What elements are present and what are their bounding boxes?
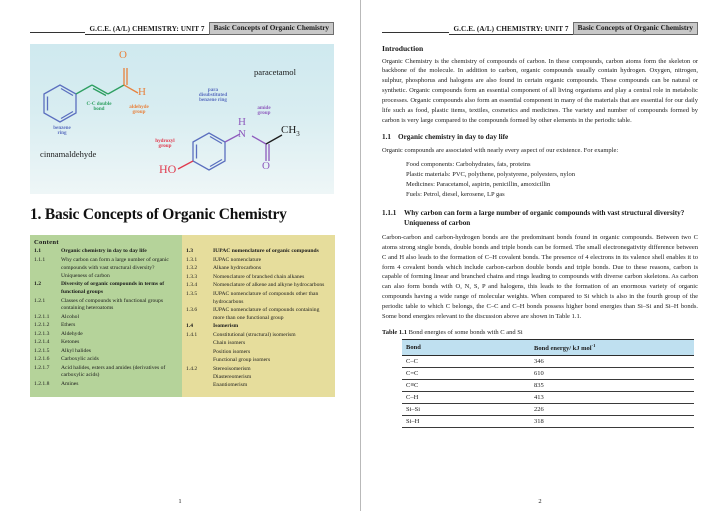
content-item-label: Nomenclature of branched chain alkanes	[213, 273, 305, 280]
example-item: Food components: Carbohydrates, fats, proteins	[406, 160, 531, 168]
content-item-label: IUPAC nomenclature of compounds other than hydrocarbons	[213, 290, 319, 305]
introduction-paragraph: Organic Chemistry is the chemistry of compounds of carbon. In these compounds, carbon atoms form the skeleton or backbone of the molecule. In addition to carbon, organic compounds usually contain hydrogen. Oxygen, nitrogen, sulphur, phosphorus and halogens are also found in certain organic compounds. These compounds can be natural or synthetic. Organic compounds form an essential component of all living organisms and play a central role in metabolic processes. Organic compounds also form an essential component in many of the materials that are essential for our daily life such as food, plastic items, textiles, cosmetics and medicines. The variety and number of compounds formed by carbon is very large compared to the compounds formed by other elements in the periodic table.	[382, 57, 698, 124]
content-item-number: 1.2.1.1	[34, 313, 50, 320]
content-item[interactable]	[186, 248, 331, 256]
content-item[interactable]	[186, 366, 331, 374]
bond-energy-cell: 346	[530, 356, 694, 368]
table-row	[402, 368, 694, 380]
benzene-ring-right-icon	[193, 133, 225, 170]
table-row	[402, 380, 694, 392]
content-item-number: 1.2.1.2	[34, 322, 50, 329]
atom-h-amide: H	[238, 115, 246, 128]
label-hydroxyl-group: hydroxyl group	[155, 137, 175, 149]
content-item-number: 1.1.1	[34, 256, 46, 263]
section-1-1-1-paragraph: Carbon-carbon and carbon-hydrogen bonds are the predominant bonds found in organic compounds. Between two C atoms strong single bonds, double bonds and triple bonds can be formed. The small electronegativity difference between C and H also leads to the formation of C–H covalent bonds. The presence of 4 electrons in its valence shell enables it to form 4 covalent bonds which include carbon-carbon double bonds and triple bonds. Due to these reasons, carbon is capable of forming linear and branched chains and rings leading to compounds with diverse carbon skeletons. As carbon can also form bonds with O, N, S, P and halogens, this leads to the formation of an enormous variety of organic compounds having a wide range of molecular weights. When compared to Si which is also in the fourth group of the periodic table to which C belongs, the C–C and C–H bonds possess higher bond energies than Si–Si and Si–H bonds. Some bond energies relevant to the discussion above are shown in Table 1.1.	[382, 233, 698, 320]
label-para-disubstituted: para disubstituted benzene ring	[198, 86, 228, 104]
content-item[interactable]	[186, 282, 331, 290]
content-item[interactable]	[186, 265, 331, 273]
content-item[interactable]	[34, 365, 178, 381]
content-item-number: 1.2.1.3	[34, 330, 50, 337]
bond-table-header-bond: Bond	[402, 339, 530, 355]
introduction-heading: Introduction	[382, 43, 424, 53]
content-item[interactable]	[186, 349, 331, 357]
content-item-label: Acid halides, esters and amides (derivatives of carboxylic acids)	[61, 364, 166, 379]
content-item-label: Constitutional (structural) isomerism	[213, 331, 296, 338]
content-heading: Content	[34, 238, 59, 246]
content-item-label: IUPAC nomenclature	[213, 256, 262, 263]
atom-n-amide: N	[238, 127, 246, 140]
content-item-number: 1.2	[34, 281, 41, 288]
content-item[interactable]	[34, 281, 178, 297]
label-cc-double-bond: C-C double bond	[86, 100, 112, 112]
example-item: Medicines: Paracetamol, aspirin, penicillin, amoxicillin	[406, 180, 551, 188]
content-item-label: Why carbon can form a large number of organic compounds with vast structural diversity? Uniqueness of carbon	[61, 256, 169, 279]
hydroxyl-bond-icon	[178, 161, 193, 169]
bond-table-header-energy	[530, 339, 694, 355]
content-item-label: IUPAC nomenclature of organic compounds	[213, 248, 319, 255]
content-item[interactable]	[186, 332, 331, 340]
content-item-label: Stereoisomerism	[213, 365, 251, 372]
running-head-chip: Basic Concepts of Organic Chemistry	[209, 22, 334, 35]
table-row	[402, 392, 694, 404]
label-aldehyde-group: aldehyde group	[129, 103, 149, 115]
content-item[interactable]	[186, 357, 331, 365]
example-item: Fuels: Petrol, diesel, kerosene, LP gas	[406, 190, 505, 198]
content-item[interactable]	[186, 374, 331, 382]
bond-energy-header-text: Bond energy/ kJ mol	[534, 345, 592, 352]
content-item-label: Aldehyde	[61, 330, 83, 337]
content-item-label: Ethers	[61, 322, 76, 329]
content-item-label: Diversity of organic compounds in terms of functional groups	[61, 281, 165, 296]
content-item[interactable]	[186, 340, 331, 348]
examples-list	[382, 160, 698, 200]
molecule-name-paracetamol: paracetamol	[254, 66, 296, 77]
section-1-1-number: 1.1	[382, 132, 391, 141]
content-item-number: 1.4	[186, 323, 193, 330]
bond-energy-header-sup: -1	[591, 342, 596, 348]
bond-table-head	[402, 339, 694, 355]
table-caption-text: Bond energies of some bonds with C and Si	[408, 328, 523, 336]
bond-cell: C–C	[402, 356, 530, 368]
molecule-illustration	[30, 44, 334, 194]
content-item[interactable]	[34, 314, 178, 322]
content-item[interactable]	[34, 257, 178, 281]
bond-cell: Si–H	[402, 416, 530, 428]
content-item-number: 1.3.1	[186, 256, 198, 263]
benzene-ring-left-icon	[44, 85, 76, 122]
section-1-1-1-number: 1.1.1	[382, 208, 397, 217]
label-benzene-ring: benzene ring	[53, 124, 71, 136]
page-number-left: 1	[178, 498, 182, 505]
bond-energy-cell: 610	[530, 368, 694, 380]
table-row	[402, 356, 694, 368]
table-row	[402, 404, 694, 416]
content-item-label: Alkyl halides	[61, 347, 91, 354]
running-head-left	[30, 22, 334, 35]
bond-energy-table	[402, 339, 694, 428]
content-item-label: Functional group isomers	[213, 357, 271, 364]
content-item-label: Organic chemistry in day to day life	[61, 248, 147, 255]
atom-ch3	[281, 124, 300, 138]
content-item[interactable]	[34, 356, 178, 364]
content-item-number: 1.3.3	[186, 273, 198, 280]
content-item-label: Nomenclature of alkene and alkyne hydrocarbons	[213, 282, 325, 289]
section-1-1-title: Organic chemistry in day to day life	[397, 132, 509, 141]
content-left-items	[34, 248, 178, 388]
content-item[interactable]	[186, 382, 331, 390]
content-item-number: 1.3.6	[186, 306, 198, 313]
content-item-label: Diastereomerism	[213, 373, 252, 380]
content-item-number	[186, 382, 213, 390]
running-head-chip-right: Basic Concepts of Organic Chemistry	[573, 22, 698, 35]
atom-o-aldehyde: O	[119, 48, 127, 61]
bond-table-body	[402, 356, 694, 428]
content-item[interactable]	[186, 274, 331, 282]
bond-cell: C=C	[402, 368, 530, 380]
running-head-unit: G.C.E. (A/L) CHEMISTRY: UNIT 7	[85, 25, 208, 35]
content-item-number: 1.3.2	[186, 265, 198, 272]
bond-energy-cell: 226	[530, 404, 694, 416]
content-column-right	[182, 235, 335, 397]
content-item-label: Alkane hydrocarbons	[213, 265, 261, 272]
molecule-name-cinnamaldehyde: cinnamaldehyde	[40, 148, 97, 159]
content-item[interactable]	[186, 291, 331, 307]
methyl-bond-icon	[266, 135, 282, 144]
section-1-1-lead: Organic compounds are associated with nearly every aspect of our existence. For example:	[382, 146, 619, 154]
content-item[interactable]	[34, 331, 178, 339]
content-item-label: Alcohol	[61, 313, 80, 320]
bond-energy-cell: 835	[530, 380, 694, 392]
content-item-label: Carboxylic acids	[61, 356, 99, 363]
content-item-number: 1.2.1.8	[34, 380, 50, 387]
table-row	[402, 416, 694, 428]
bond-cell: C–H	[402, 392, 530, 404]
content-column-left	[30, 235, 182, 397]
running-head-unit-right: G.C.E. (A/L) CHEMISTRY: UNIT 7	[449, 25, 572, 35]
running-head-right	[382, 22, 698, 35]
content-item-label: Amines	[61, 380, 79, 387]
amide-group-icon	[225, 134, 269, 161]
content-item-label: Enantiomerism	[213, 382, 248, 389]
content-item-number: 1.2.1.6	[34, 356, 50, 363]
table-caption-label: Table 1.1	[382, 328, 408, 336]
cc-double-bond-icon	[76, 85, 124, 96]
content-item-label: Classes of compounds with functional groups containing heteroatoms	[61, 297, 164, 312]
page-right	[360, 0, 720, 511]
content-item-number	[186, 374, 213, 382]
content-item-number: 1.2.1.5	[34, 347, 50, 354]
content-item-label: IUPAC nomenclature of compounds containing more than one functional group	[213, 306, 320, 321]
table-caption	[382, 329, 698, 336]
content-item-number: 1.3.5	[186, 290, 198, 297]
section-1-1-1-heading	[382, 208, 698, 228]
content-item[interactable]	[34, 248, 178, 256]
bond-energy-cell: 318	[530, 416, 694, 428]
content-item-label: Ketones	[61, 339, 80, 346]
content-item-number	[186, 357, 213, 365]
content-item-number: 1.1	[34, 248, 41, 255]
running-head-rule-right	[382, 22, 449, 33]
atom-ho-hydroxyl: HO	[159, 161, 177, 176]
content-item-number: 1.3	[186, 248, 193, 255]
label-amide-group: amide group	[257, 104, 271, 116]
content-item[interactable]	[34, 381, 178, 389]
content-item-number: 1.4.1	[186, 331, 198, 338]
content-item-number: 1.2.1.4	[34, 339, 50, 346]
page-number-right: 2	[538, 498, 542, 505]
content-item-label: Position isomers	[213, 348, 251, 355]
bond-energy-cell: 413	[530, 392, 694, 404]
chapter-title: 1. Basic Concepts of Organic Chemistry	[30, 205, 287, 223]
content-item-label: Chain isomers	[213, 340, 246, 347]
content-right-items	[186, 248, 331, 390]
content-item-number	[186, 340, 213, 348]
section-1-1-1-title: Why carbon can form a large number of organic compounds with vast structural diversity? Uniqueness of carbon	[404, 208, 685, 227]
content-table	[30, 235, 335, 397]
content-item[interactable]	[34, 339, 178, 347]
ch3-text: $CH_3$	[281, 123, 300, 138]
content-item[interactable]	[34, 348, 178, 356]
content-item[interactable]	[34, 322, 178, 330]
atom-o-amide: O	[262, 159, 270, 172]
content-item-number: 1.2.1	[34, 297, 46, 304]
content-item[interactable]	[186, 323, 331, 331]
content-item[interactable]	[186, 307, 331, 323]
bond-cell: Si–Si	[402, 404, 530, 416]
content-item-number: 1.4.2	[186, 365, 198, 372]
content-item[interactable]	[186, 257, 331, 265]
content-item-label: Isomerism	[213, 323, 239, 330]
content-item-number	[186, 349, 213, 357]
atom-h-aldehyde: H	[138, 85, 146, 98]
content-item[interactable]	[34, 298, 178, 314]
section-1-1-heading	[382, 133, 698, 141]
bond-table-header-row	[402, 339, 694, 355]
aldehyde-group-icon	[124, 68, 138, 93]
content-item-number: 1.2.1.7	[34, 364, 50, 371]
example-item: Plastic materials: PVC, polythene, polystyrene, polyesters, nylon	[406, 170, 575, 178]
bond-cell: C≡C	[402, 380, 530, 392]
running-head-rule	[30, 22, 85, 33]
content-item-number: 1.3.4	[186, 282, 198, 289]
